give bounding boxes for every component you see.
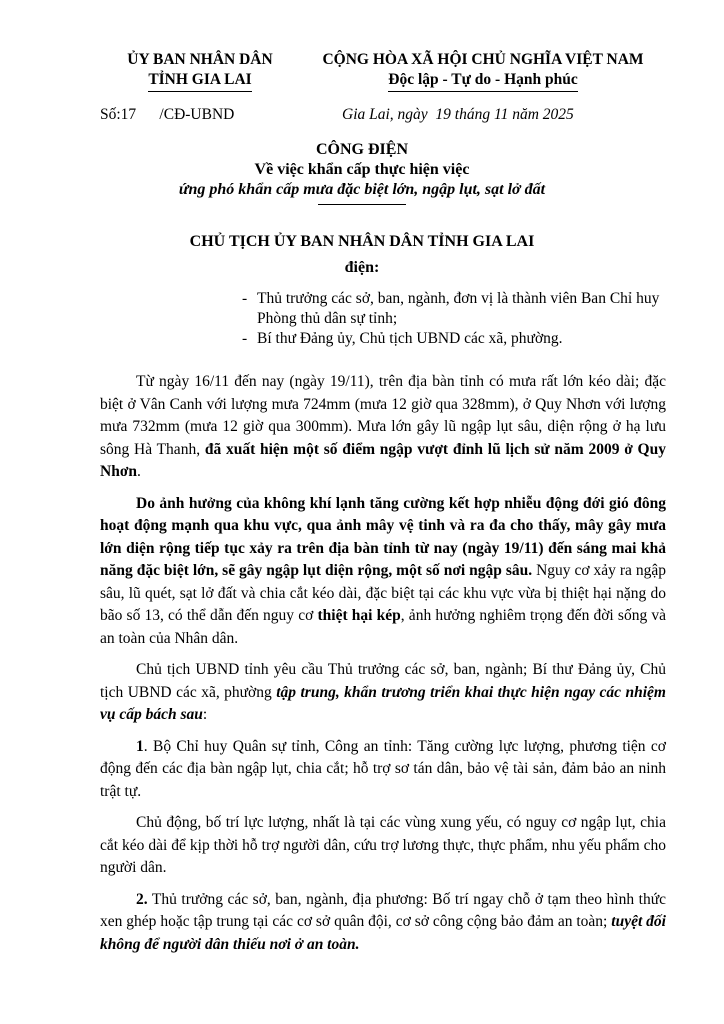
- document-title: [0, 140, 724, 205]
- text-run: Chủ tịch UBND tỉnh yêu cầu Thủ trưởng các sở, ban, ngành; Bí thư Đảng ủy, Chủ tịch UBND các xã, phường: [100, 661, 666, 701]
- sender-line1: CHỦ TỊCH ỦY BAN NHÂN DÂN TỈNH GIA LAI: [189, 233, 535, 250]
- document-type: CÔNG ĐIỆN: [315, 141, 408, 158]
- subject-line2: ứng phó khẩn cấp mưa đặc biệt lớn, ngập lụt, sạt lở đất: [178, 181, 546, 198]
- text-run: . Bộ Chỉ huy Quân sự tỉnh, Công an tỉnh: Tăng cường lực lượng, phương tiện cơ động đến các địa bàn ngập lụt, chia cắt; hỗ trợ sơ tán dân, bảo vệ tài sản, đảm bảo an ninh trật tự.: [100, 737, 666, 800]
- recipient-dash: -: [242, 290, 248, 307]
- recipient-text: Bí thư Đảng ủy, Chủ tịch UBND các xã, phường.: [257, 330, 563, 347]
- text-run: Từ ngày 16/11 đến nay (ngày 19/11), trên địa bàn tỉnh có mưa rất lớn kéo dài; đặc biệt ở Vân Canh với lượng mưa 724mm (mưa 12 giờ qua 328mm), ở Quy Nhơn với lượng mưa 732mm (mưa 12 giờ qua 300mm). Mưa lớn gây lũ ngập lụt sâu, diện rộng ở hạ lưu sông Hà Thanh,: [100, 373, 666, 458]
- issuing-authority: [100, 50, 300, 92]
- recipients-list: [242, 289, 682, 349]
- emphasis-run: tuyệt đối không để người dân thiếu nơi ở an toàn.: [100, 913, 666, 953]
- sender-block: [0, 229, 724, 281]
- title-divider: [318, 204, 406, 205]
- document-body: [100, 371, 666, 965]
- nation-motto: Độc lập - Tự do - Hạnh phúc: [388, 70, 577, 92]
- text-run: Nguy cơ xảy ra ngập sâu, lũ quét, sạt lở đất và chia cắt kéo dài, đặc biệt tại các khu vực vừa bị thiệt hại nặng do bão số 13, có thể dẫn đến nguy cơ: [100, 562, 666, 624]
- recipient-text: Thủ trưởng các sở, ban, ngành, đơn vị là thành viên Ban Chỉ huy Phòng thủ dân sự tỉnh;: [257, 290, 660, 327]
- emphasis-run: đã xuất hiện một số điểm ngập vượt đỉnh lũ lịch sử năm 2009 ở Quy Nhơn: [100, 440, 666, 480]
- emphasis-run: thiệt hại kép: [317, 607, 401, 624]
- text-run: :: [202, 706, 208, 723]
- national-motto: [318, 50, 648, 92]
- text-run: .: [137, 463, 141, 480]
- text-run: Thủ trưởng các sở, ban, ngành, địa phương: Bố trí ngay chỗ ở tạm theo hình thức xen ghép hoặc tập trung tại các cơ sở quân đội, cơ sở công cộng bảo đảm an toàn;: [100, 890, 666, 930]
- nation-title: CỘNG HÒA XÃ HỘI CHỦ NGHĨA VIỆT NAM: [322, 51, 644, 68]
- text-run: Chủ động, bố trí lực lượng, nhất là tại các vùng xung yếu, có nguy cơ ngập lụt, chia cắt kéo dài để kịp thời hỗ trợ người dân, cứu trợ lương thực, thực phẩm, nhu yếu phẩm cho người dân.: [100, 814, 666, 876]
- authority-line2: TỈNH GIA LAI: [148, 70, 251, 92]
- sender-line2: điện:: [344, 259, 380, 276]
- paragraph-forecast: [100, 493, 666, 651]
- emphasis-run: tập trung, khẩn trương triển khai thực hiện ngay các nhiệm vụ cấp bách sau: [100, 683, 666, 723]
- document-number: Số:17 /CĐ-UBND: [100, 106, 235, 123]
- task-number: 2.: [136, 890, 148, 908]
- authority-line1: ỦY BAN NHÂN DÂN: [127, 51, 273, 68]
- paragraph-task-2: [100, 889, 666, 957]
- recipient-item: [242, 329, 682, 349]
- emphasis-run: Do ảnh hưởng của không khí lạnh tăng cường kết hợp nhiễu động đới gió đông hoạt động mạnh qua khu vực, qua ảnh mây vệ tinh và ra đa cho thấy, mây gây mưa lớn diện rộng tiếp tục xảy ra trên địa bàn tỉnh từ nay (ngày 19/11) đến sáng mai khả năng đặc biệt lớn, sẽ gây ngập lụt diện rộng, một số nơi ngập sâu.: [100, 494, 666, 579]
- recipient-dash: -: [242, 330, 248, 347]
- text-run: , ảnh hưởng nghiêm trọng đến đời sống và an toàn của Nhân dân.: [100, 607, 666, 647]
- subject-line1: Về việc khẩn cấp thực hiện việc: [254, 161, 470, 178]
- place-date: Gia Lai, ngày 19 tháng 11 năm 2025: [342, 106, 574, 123]
- paragraph-task-1-detail: [100, 812, 666, 880]
- paragraph-task-1: [100, 736, 666, 804]
- paragraph-situation: [100, 371, 666, 484]
- recipient-item: [242, 289, 682, 329]
- task-number: 1: [136, 737, 144, 755]
- paragraph-request: [100, 659, 666, 727]
